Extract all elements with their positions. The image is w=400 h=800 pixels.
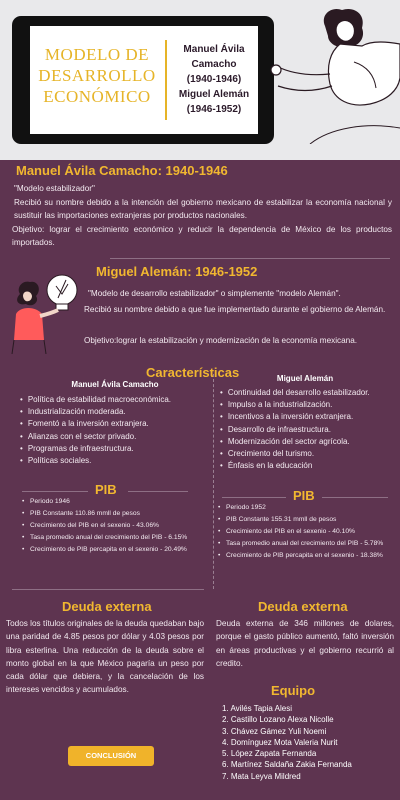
deuda-right-text: Deuda externa de 346 millones de dolares, porque el gasto público aumentó, faltó inversión en áreas productivas y el gobierno recurrió al credito. [216,619,394,668]
divider-line [110,258,390,259]
header-banner [0,0,400,160]
list-item: • Énfasis en la educación [220,460,396,472]
avila-objective: Objetivo: lograr el crecimiento económico y reducir la dependencia de México de los productos importados. [12,225,392,247]
aleman-objective: Objetivo:lograr la estabilización y modernización de la economía mexicana. [84,336,358,345]
list-item: • Alianzas con el sector privado. [20,431,220,443]
aleman-section-title: Miguel Alemán: 1946-1952 [96,264,258,279]
divider-line [128,491,188,492]
list-item: • Periodo 1952 [218,503,396,513]
list-item: • Periodo 1946 [22,497,210,507]
tablet-screen [30,26,258,134]
caracteristicas-right-head: Miguel Alemán [276,374,334,383]
aleman-description: Recibió su nombre debido a que fue implementado durante el gobierno de Alemán. [84,305,386,314]
list-item: • Continuidad del desarrollo estabilizador. [220,387,396,399]
list-item: • PIB Constante 155.31 mmll de pesos [218,515,396,525]
team-member: 7. Mata Leyva Mildred [222,771,301,781]
conclusion-button[interactable]: CONCLUSIÓN [68,746,154,766]
list-item: • Modernización del sector agrícola. [220,436,396,448]
equipo-title: Equipo [271,683,316,698]
team-member: 1. Avilés Tapia Alesi [222,704,292,713]
team-member: 4. Domínguez Mota Valeria Nurit [222,737,338,747]
list-item: • Crecimiento del PIB en el sexenio - 43.06% [22,521,210,531]
deuda-left-text: Todos los títulos originales de la deuda quedaban bajo una paridad de 4.85 pesos por dólar y 4.03 pesos por libra esterlina. Una reducción de la deuda sobre el monto global en la que México pagaría un peso por cada dólar que debiera, y la cancelación de los intereses vencidos y acumulados. [6,619,204,695]
caracteristicas-left-head: Manuel Ávila Camacho [71,380,159,389]
presidents-names: Manuel Ávila Camacho (1940-1946) Miguel Alemán (1946-1952) [178,44,250,115]
list-item: • Incentivos a la inversión extranjera. [220,411,396,423]
pib-left-title: PIB [95,482,117,497]
pib-right-title: PIB [293,488,315,503]
divider-line [22,491,88,492]
team-member: 6. Martínez Saldaña Zakia Fernanda [222,760,352,770]
team-member: 5. López Zapata Fernanda [222,749,317,759]
list-item: • Crecimiento del PIB en el sexenio - 40.10% [218,527,396,537]
divider-line [12,589,204,590]
aleman-model: "Modelo de desarrollo estabilizador" o simplemente "modelo Alemán". [88,289,341,298]
pib-right-list [218,503,396,563]
list-item: • Tasa promedio anual del crecimiento del PIB - 6.15% [22,533,210,543]
avila-description: Recibió su nombre debido a la intención del gobierno mexicano de estabilizar la economía nacional y sustituir las importaciones extranjeras por productos nacionales. [14,198,392,220]
list-item: • Desarrollo de infraestructura. [220,424,396,436]
divider-line [222,497,286,498]
list-item: • Crecimiento del turismo. [220,448,396,460]
deuda-right-title: Deuda externa [258,599,348,614]
caracteristicas-left-list [20,394,220,467]
team-member: 3. Chávez Gámez Yuli Noemi [222,726,327,736]
avila-model: "Modelo estabilizador" [14,184,95,193]
list-item: • PIB Constante 110.86 mmll de pesos [22,509,210,519]
pib-left-list [22,497,210,557]
list-item: • Impulso a la industrialización. [220,399,396,411]
caracteristicas-title: Características [146,365,240,380]
title-divider [165,40,167,120]
team-list [222,703,352,782]
leaning-person-illustration [270,4,400,144]
list-item: • Crecimiento de PIB percapita en el sexenio - 20.49% [22,545,210,555]
column-divider [213,374,214,589]
list-item: • Crecimiento de PIB percapita en el sexenio - 18.38% [218,551,396,561]
team-member: 2. Castillo Lozano Alexa Nicolle [222,715,334,725]
list-item: • Fomentó a la inversión extranjera. [20,418,220,430]
list-item: • Tasa promedio anual del crecimiento del PIB - 5.78% [218,539,396,549]
divider-line [322,497,388,498]
avila-section-title: Manuel Ávila Camacho: 1940-1946 [16,163,228,178]
caracteristicas-right-list [220,387,396,472]
main-title: MODELO DE DESARROLLO ECONÓMICO [38,45,156,106]
tablet-frame [12,16,274,144]
list-item: • Industrialización moderada. [20,406,220,418]
list-item: • Programas de infraestructura. [20,443,220,455]
deuda-left-title: Deuda externa [62,599,152,614]
list-item: • Política de estabilidad macroeconómica. [20,394,220,406]
woman-lightbulb-illustration [6,268,84,354]
list-item: • Políticas sociales. [20,455,220,467]
